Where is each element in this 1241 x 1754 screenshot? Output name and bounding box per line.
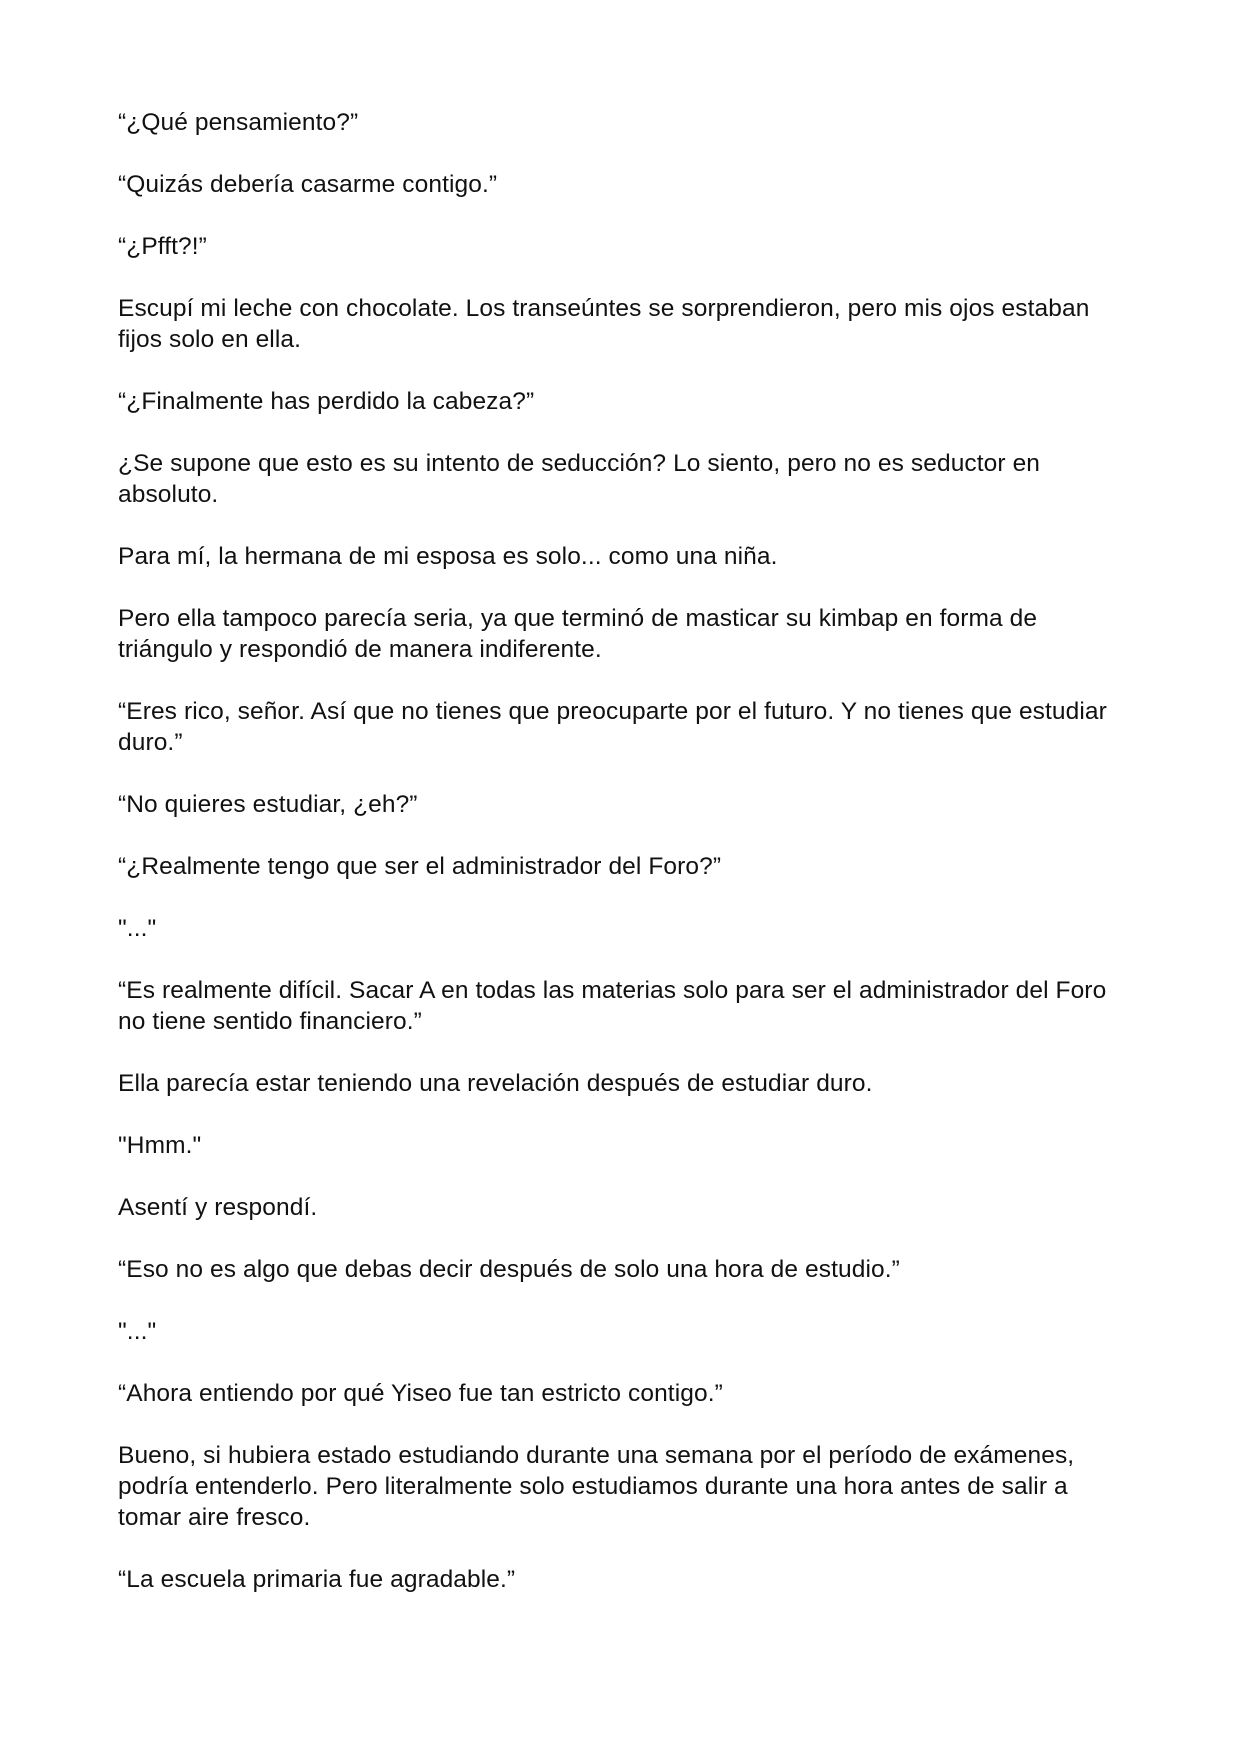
paragraph: Escupí mi leche con chocolate. Los transeúntes se sorprendieron, pero mis ojos estaban fijos solo en ella. bbox=[118, 295, 1090, 353]
paragraph: “La escuela primaria fue agradable.” bbox=[118, 1566, 516, 1593]
paragraph: “¿Pfft?!” bbox=[118, 233, 207, 260]
paragraph: "..." bbox=[118, 1318, 157, 1345]
paragraph: “Es realmente difícil. Sacar A en todas las materias solo para ser el administrador del Foro no tiene sentido financiero.” bbox=[118, 977, 1107, 1035]
paragraph: “Quizás debería casarme contigo.” bbox=[118, 171, 498, 198]
paragraph: Asentí y respondí. bbox=[118, 1194, 318, 1221]
paragraph: “No quieres estudiar, ¿eh?” bbox=[118, 791, 418, 818]
document-body bbox=[118, 107, 1128, 1626]
paragraph: "..." bbox=[118, 915, 157, 942]
paragraph: ¿Se supone que esto es su intento de seducción? Lo siento, pero no es seductor en absoluto. bbox=[118, 450, 1041, 508]
paragraph: Pero ella tampoco parecía seria, ya que terminó de masticar su kimbap en forma de triángulo y respondió de manera indiferente. bbox=[118, 605, 1038, 663]
paragraph: “Eres rico, señor. Así que no tienes que preocuparte por el futuro. Y no tienes que estudiar duro.” bbox=[118, 698, 1107, 756]
paragraph: “¿Finalmente has perdido la cabeza?” bbox=[118, 388, 535, 415]
paragraph: Para mí, la hermana de mi esposa es solo... como una niña. bbox=[118, 543, 778, 570]
paragraph: Bueno, si hubiera estado estudiando durante una semana por el período de exámenes, podría entenderlo. Pero literalmente solo estudiamos durante una hora antes de salir a tomar aire fresco. bbox=[118, 1442, 1075, 1531]
paragraph: “Eso no es algo que debas decir después de solo una hora de estudio.” bbox=[118, 1256, 900, 1283]
paragraph: "Hmm." bbox=[118, 1132, 202, 1159]
paragraph: “¿Qué pensamiento?” bbox=[118, 109, 359, 136]
paragraph: “¿Realmente tengo que ser el administrador del Foro?” bbox=[118, 853, 722, 880]
paragraph: Ella parecía estar teniendo una revelación después de estudiar duro. bbox=[118, 1070, 873, 1097]
paragraph: “Ahora entiendo por qué Yiseo fue tan estricto contigo.” bbox=[118, 1380, 723, 1407]
